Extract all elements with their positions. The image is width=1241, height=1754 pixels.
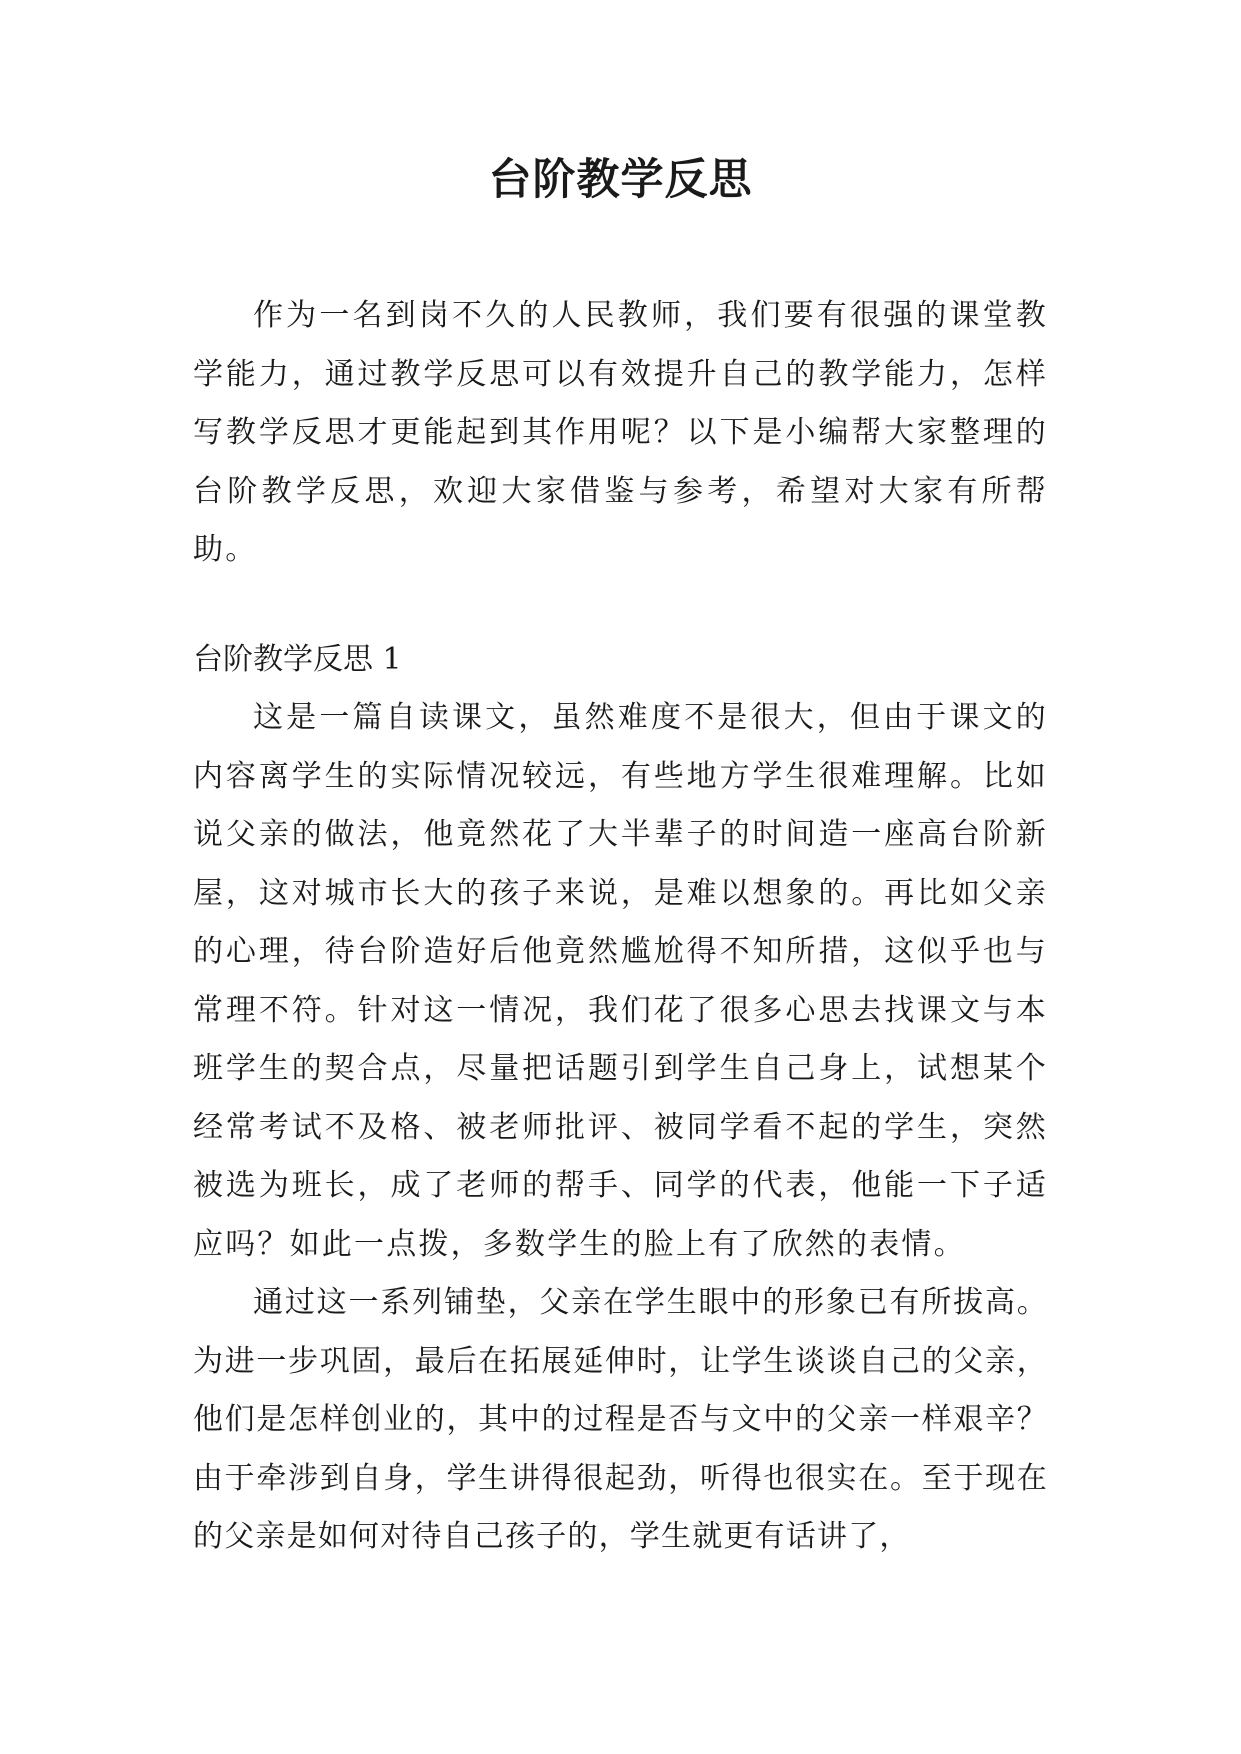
section-paragraph-2: 通过这一系列铺垫，父亲在学生眼中的形象已有所拔高。为进一步巩固，最后在拓展延伸时，让学生谈谈自己的父亲，他们是怎样创业的，其中的过程是否与文中的父亲一样艰辛？由于牵涉到自身，学生讲得很起劲，听得也很实在。至于现在的父亲是如何对待自己孩子的，学生就更有话讲了， [193, 1285, 1048, 1554]
section-heading: 台阶教学反思 1 [193, 641, 402, 677]
intro-paragraph: 作为一名到岗不久的人民教师，我们要有很强的课堂教学能力，通过教学反思可以有效提升自己的教学能力，怎样写教学反思才更能起到其作用呢？以下是小编帮大家整理的台阶教学反思，欢迎大家借鉴与参考，希望对大家有所帮助。 [193, 298, 1048, 567]
document-title: 台阶教学反思 [488, 155, 753, 205]
document-body [193, 287, 1048, 1567]
section-paragraph-1: 这是一篇自读课文，虽然难度不是很大，但由于课文的内容离学生的实际情况较远，有些地方学生很难理解。比如说父亲的做法，他竟然花了大半辈子的时间造一座高台阶新屋，这对城市长大的孩子来说，是难以想象的。再比如父亲的心理，待台阶造好后他竟然尴尬得不知所措，这似乎也与常理不符。针对这一情况，我们花了很多心思去找课文与本班学生的契合点，尽量把话题引到学生自己身上，试想某个经常考试不及格、被老师批评、被同学看不起的学生，突然被选为班长，成了老师的帮手、同学的代表，他能一下子适应吗？如此一点拨，多数学生的脸上有了欣然的表情。 [193, 700, 1048, 1262]
section-1 [193, 631, 1048, 1567]
